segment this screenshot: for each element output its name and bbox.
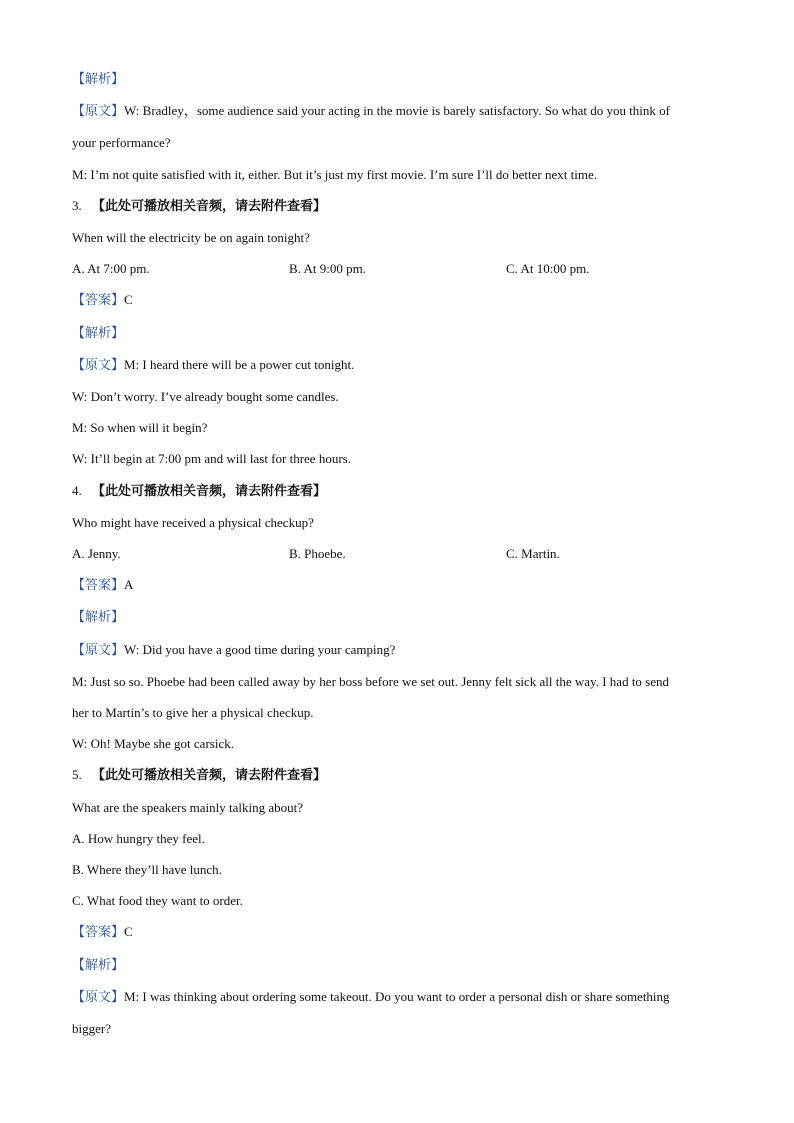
- question-number: 3.: [72, 197, 82, 213]
- question-4-options: [72, 538, 722, 569]
- question-number: 5.: [72, 767, 82, 783]
- question-3-options: [72, 253, 722, 284]
- option-b: B. Phoebe.: [289, 546, 346, 562]
- transcript-text: W: Bradley，some audience said your acting in the movie is barely satisfactory. So what do you think of: [124, 103, 671, 119]
- answer-value: A: [124, 577, 134, 593]
- question-4-answer: [72, 569, 722, 601]
- answer-value: C: [124, 292, 133, 308]
- question-3-transcript-line: W: It’ll begin at 7:00 pm and will last for three hours.: [72, 451, 351, 467]
- transcript-label: 【原文】: [72, 642, 125, 658]
- question-3-heading: [72, 190, 722, 222]
- audio-placeholder[interactable]: 【此处可播放相关音频，请去附件查看】: [92, 768, 327, 784]
- option-c: C. Martin.: [506, 546, 560, 562]
- intro-transcript-continuation: your performance?: [72, 135, 171, 151]
- option-a: A. At 7:00 pm.: [72, 261, 150, 277]
- question-4-transcript-line: [72, 634, 722, 666]
- question-5-transcript-continuation: bigger?: [72, 1021, 111, 1037]
- answer-label: 【答案】: [72, 578, 125, 594]
- audio-placeholder[interactable]: 【此处可播放相关音频，请去附件查看】: [92, 483, 327, 499]
- question-3-answer: [72, 284, 722, 316]
- question-3-transcript-line: [72, 349, 722, 381]
- intro-analysis-heading: [72, 63, 722, 95]
- transcript-label: 【原文】: [72, 357, 125, 373]
- question-5-analysis-heading: [72, 949, 722, 981]
- question-4-text: Who might have received a physical checkup?: [72, 514, 314, 530]
- transcript-text: M: I heard there will be a power cut tonight.: [124, 356, 355, 372]
- question-3-analysis-heading: [72, 317, 722, 349]
- option-a: A. Jenny.: [72, 546, 121, 562]
- question-5-transcript-line: [72, 981, 722, 1013]
- transcript-label: 【原文】: [72, 989, 125, 1005]
- option-b: B. Where they’ll have lunch.: [72, 862, 222, 878]
- answer-label: 【答案】: [72, 925, 125, 941]
- transcript-label: 【原文】: [72, 104, 125, 120]
- intro-transcript-line: M: I’m not quite satisfied with it, either. But it’s just my first movie. I’m sure I’ll do better next time.: [72, 166, 597, 182]
- option-c: C. At 10:00 pm.: [506, 261, 590, 277]
- transcript-text: W: Did you have a good time during your camping?: [124, 641, 396, 657]
- question-3-text: When will the electricity be on again tonight?: [72, 230, 310, 246]
- question-number: 4.: [72, 482, 82, 498]
- question-5-text: What are the speakers mainly talking about?: [72, 799, 304, 815]
- analysis-label: 【解析】: [72, 72, 125, 87]
- question-5-answer: [72, 916, 722, 948]
- answer-label: 【答案】: [72, 293, 125, 309]
- question-4-analysis-heading: [72, 601, 722, 633]
- question-3-transcript-line: W: Don’t worry. I’ve already bought some candles.: [72, 389, 339, 405]
- question-4-transcript-continuation: her to Martin’s to give her a physical checkup.: [72, 705, 314, 721]
- question-4-heading: [72, 475, 722, 507]
- question-4-transcript-line: M: Just so so. Phoebe had been called away by her boss before we set out. Jenny felt sick all the way. I had to send: [72, 673, 670, 689]
- analysis-label: 【解析】: [72, 325, 125, 341]
- document-content: [72, 63, 722, 1044]
- question-3-transcript-line: M: So when will it begin?: [72, 420, 208, 436]
- transcript-text: M: I was thinking about ordering some takeout. Do you want to order a personal dish or share something: [124, 988, 670, 1004]
- option-b: B. At 9:00 pm.: [289, 261, 366, 277]
- analysis-label: 【解析】: [72, 957, 125, 973]
- audio-placeholder[interactable]: 【此处可播放相关音频，请去附件查看】: [92, 198, 327, 214]
- option-a: A. How hungry they feel.: [72, 830, 205, 846]
- analysis-label: 【解析】: [72, 610, 125, 626]
- question-4-transcript-line: W: Oh! Maybe she got carsick.: [72, 736, 234, 752]
- option-c: C. What food they want to order.: [72, 893, 243, 909]
- intro-transcript-line: [72, 95, 722, 127]
- answer-value: C: [124, 924, 133, 940]
- question-5-heading: [72, 759, 722, 791]
